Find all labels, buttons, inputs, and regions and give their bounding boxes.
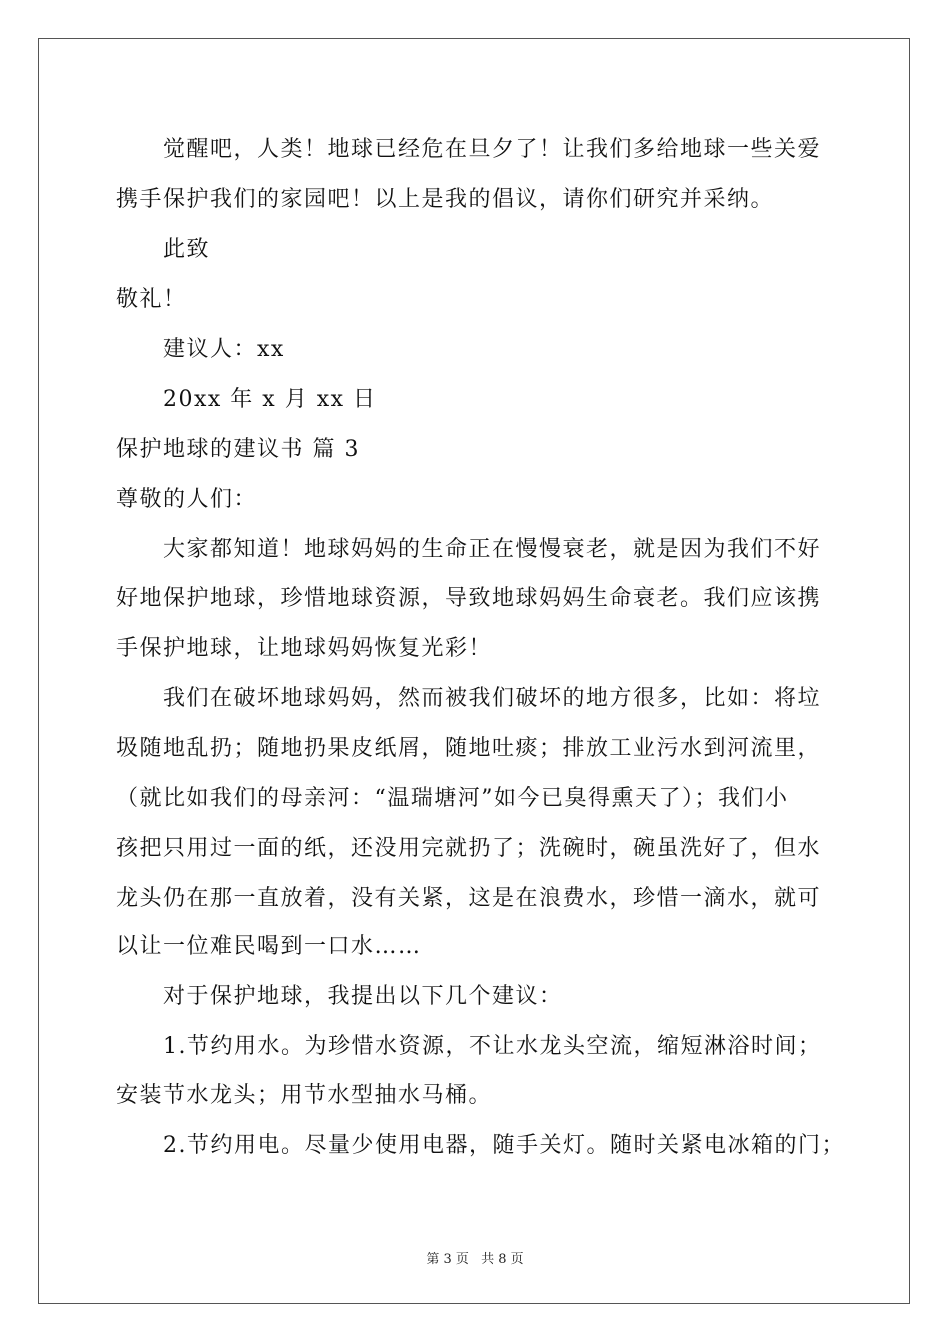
- list-item-line: 1.节约用水。为珍惜水资源，不让水龙头空流，缩短淋浴时间；: [163, 1034, 822, 1059]
- paragraph-line: 觉醒吧，人类！地球已经危在旦夕了！让我们多给地球一些关爱: [163, 137, 822, 162]
- page-total: 共 8 页: [481, 1252, 524, 1267]
- greeting-line: 尊敬的人们：: [116, 487, 258, 512]
- paragraph-line: 手保护地球，让地球妈妈恢复光彩！: [116, 636, 493, 661]
- list-item-line: 2.节约用电。尽量少使用电器，随手关灯。随时关紧电冰箱的门；: [163, 1133, 845, 1158]
- salutation-line: 敬礼！: [116, 287, 187, 312]
- section-heading: 保护地球的建议书 篇 3: [116, 437, 360, 462]
- signature-line: 建议人：xx: [163, 337, 285, 362]
- salutation-line: 此致: [163, 237, 211, 262]
- page-border: [38, 38, 910, 1304]
- list-item-line: 安装节水龙头；用节水型抽水马桶。: [116, 1083, 493, 1108]
- paragraph-line: 龙头仍在那一直放着，没有关紧，这是在浪费水，珍惜一滴水，就可: [116, 886, 822, 911]
- paragraph-line: 以让一位难民喝到一口水……: [116, 934, 422, 959]
- paragraph-line: 大家都知道！地球妈妈的生命正在慢慢衰老，就是因为我们不好: [163, 537, 822, 562]
- paragraph-line: 圾随地乱扔；随地扔果皮纸屑，随地吐痰；排放工业污水到河流里，: [116, 736, 822, 761]
- date-line: 20xx 年 x 月 xx 日: [163, 387, 377, 412]
- paragraph-line: （就比如我们的母亲河：“温瑞塘河”如今已臭得熏天了）；我们小: [116, 786, 789, 811]
- page-number: 第 3 页: [426, 1252, 469, 1267]
- paragraph-line: 好地保护地球，珍惜地球资源，导致地球妈妈生命衰老。我们应该携: [116, 586, 822, 611]
- paragraph-line: 对于保护地球，我提出以下几个建议：: [163, 984, 563, 1009]
- paragraph-line: 孩把只用过一面的纸，还没用完就扔了；洗碗时，碗虽洗好了，但水: [116, 836, 822, 861]
- paragraph-line: 携手保护我们的家园吧！以上是我的倡议，请你们研究并采纳。: [116, 187, 775, 212]
- paragraph-line: 我们在破坏地球妈妈，然而被我们破坏的地方很多，比如：将垃: [163, 686, 822, 711]
- page-footer: [0, 1248, 950, 1267]
